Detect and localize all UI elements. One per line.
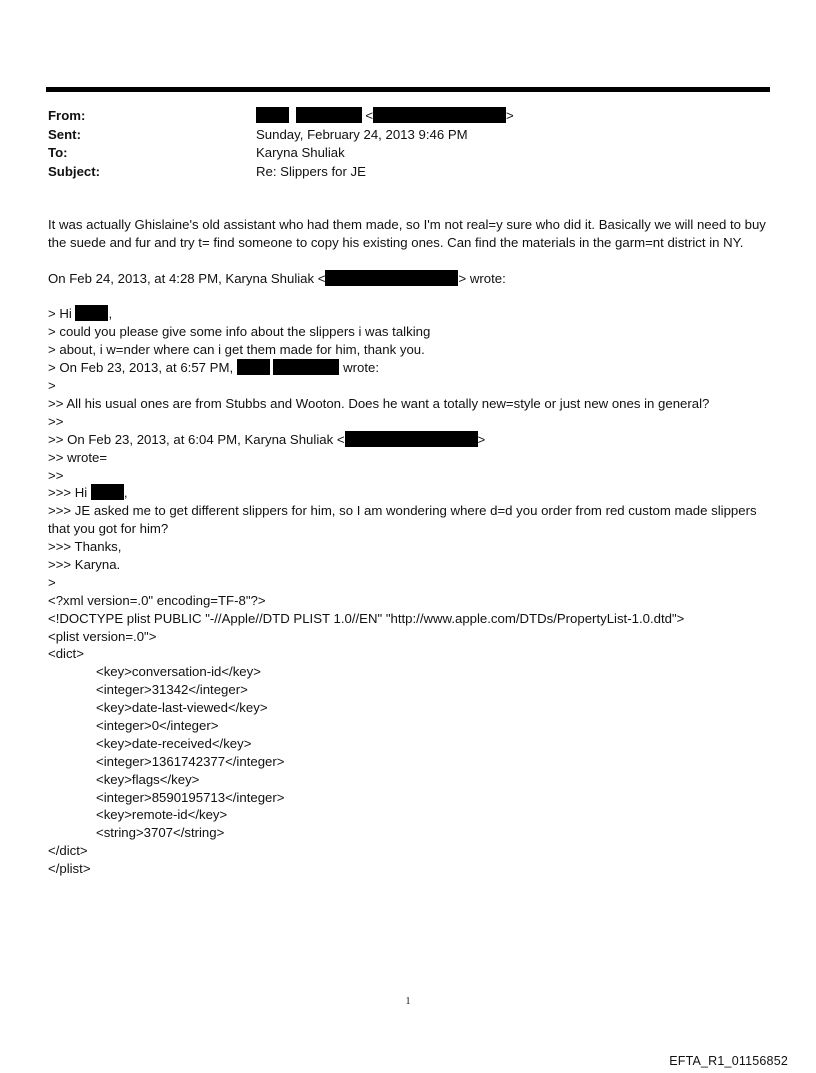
subject-value: Re: Slippers for JE: [256, 163, 366, 179]
from-row: [48, 107, 768, 126]
plist-entry: <integer>0</integer>: [96, 718, 219, 733]
quote-line: >>> Thanks,: [48, 539, 122, 555]
quote-intro: [48, 270, 778, 288]
redaction-box: [325, 270, 458, 286]
quote-line: > about, i w=nder where can i get them made for him, thank you.: [48, 342, 425, 358]
quote-line: > could you please give some info about the slippers i was talking: [48, 324, 431, 340]
redaction-box: [273, 359, 339, 375]
to-row: [48, 144, 768, 163]
quote-line: >>> JE asked me to get different slippers for him, so I am wondering where d=d you order from red custom made slippers that you got for him?: [48, 503, 757, 537]
plist-entry: <key>date-received</key>: [96, 735, 252, 751]
quote-line: >>: [48, 413, 64, 429]
redaction-box: [345, 431, 478, 447]
subject-label: Subject:: [48, 163, 101, 179]
redaction-box: [296, 107, 362, 123]
plist-entry: <string>3707</string>: [96, 825, 225, 841]
from-email-close: >: [506, 108, 514, 123]
quote-line: >: [48, 574, 56, 590]
quote-intro-end: > wrote:: [458, 270, 506, 286]
plist-entry: <integer>31342</integer>: [96, 682, 248, 698]
plist-entry: <key>date-last-viewed</key>: [96, 700, 268, 716]
quote-line: >>: [48, 467, 64, 483]
redaction-box: [237, 359, 270, 375]
quote-line: >> On Feb 23, 2013, at 6:04 PM, Karyna Shuliak < >: [48, 431, 486, 447]
to-label: To:: [48, 145, 68, 160]
from-value: [256, 107, 514, 126]
plist-line: </dict>: [48, 843, 88, 859]
quote-line: > Hi ,: [48, 306, 113, 322]
quote-line: >>> Karyna.: [48, 556, 121, 572]
plist-entry: <key>flags</key>: [96, 771, 200, 787]
email-body: [48, 216, 778, 878]
plist-entry: <integer>8590195713</integer>: [96, 789, 285, 805]
sent-label: Sent:: [48, 126, 81, 142]
email-header: [48, 107, 768, 181]
quote-line: >>> Hi ,: [48, 485, 128, 501]
plist-line: <!DOCTYPE plist PUBLIC "-//Apple//DTD PLIST 1.0//EN" "http://www.apple.com/DTDs/PropertyList-1.0.dtd">: [48, 610, 685, 626]
from-email-open: <: [365, 108, 374, 123]
reply-paragraph: It was actually Ghislaine's old assistant who had them made, so I'm not real=y sure who did it. Basically we will need to buy the suede and fur and try t= find someone to copy his existing ones. Can find the materials in the garm=nt district in NY.: [48, 217, 766, 250]
subject-row: [48, 163, 768, 182]
plist-entry: <integer>1361742377</integer>: [96, 753, 285, 769]
redaction-box: [75, 305, 108, 321]
plist-entry: <key>conversation-id</key>: [96, 664, 261, 680]
redaction-box: [91, 484, 124, 500]
redaction-box: [256, 107, 289, 123]
quote-line: >> wrote=: [48, 449, 108, 465]
quote-line: >> All his usual ones are from Stubbs and Wooton. Does he want a totally new=style or just new ones in general?: [48, 395, 710, 411]
plist-line: </plist>: [48, 861, 91, 877]
plist-line: <dict>: [48, 646, 84, 662]
quote-line: > On Feb 23, 2013, at 6:57 PM, wrote:: [48, 360, 380, 376]
plist-line: <?xml version=.0" encoding=TF-8"?>: [48, 592, 266, 608]
plist-entry: <key>remote-id</key>: [96, 807, 228, 823]
document-id: EFTA_R1_01156852: [669, 1054, 788, 1068]
plist-line: <plist version=.0">: [48, 628, 157, 644]
to-value: Karyna Shuliak: [256, 145, 345, 160]
header-divider: [46, 87, 770, 92]
quote-line: >: [48, 378, 56, 394]
sent-value: Sunday, February 24, 2013 9:46 PM: [256, 126, 468, 142]
sent-row: [48, 126, 768, 145]
from-label: From:: [48, 108, 86, 123]
page-number: 1: [405, 996, 411, 1007]
redaction-box: [373, 107, 506, 123]
quote-intro-text: On Feb 24, 2013, at 4:28 PM, Karyna Shuliak <: [48, 270, 326, 286]
